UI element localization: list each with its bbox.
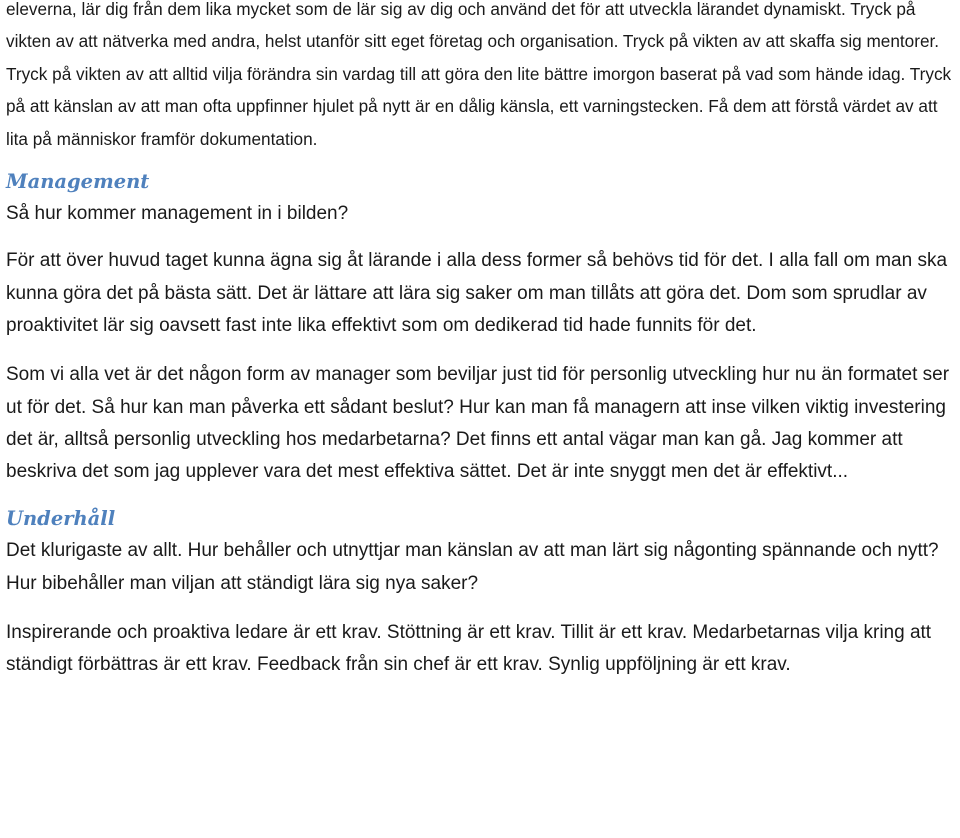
spacer — [6, 488, 960, 503]
intro-paragraph: eleverna, lär dig från dem lika mycket som de lär sig av dig och använd det för att utveckla lärandet dynamiskt. Tryck på vikten av att nätverka med andra, helst utanför sitt eget företag och organisation. Tryck på vikten av att skaffa sig mentorer. Tryck på vikten av att alltid vilja förändra sin vardag till att göra den lite bättre imorgon baserat på vad som hände idag. Tryck på att känslan av att man ofta uppfinner hjulet på nytt är en dålig känsla, ett varningstecken. Få dem att förstå värdet av att lita på människor framför dokumentation. — [6, 0, 952, 149]
spacer — [6, 230, 960, 245]
spacer — [6, 600, 960, 617]
spacer — [6, 155, 960, 166]
underhall-paragraph-1: Det klurigaste av allt. Hur behåller och utnyttjar man känslan av att man lärt sig någonting spännande och nytt? Hur bibehåller man viljan att ständigt lära sig nya saker? — [6, 540, 939, 594]
underhall-paragraph-2: Inspirerande och proaktiva ledare är ett krav. Stöttning är ett krav. Tillit är ett krav. Medarbetarnas vilja kring att ständigt förbättras är ett krav. Feedback från sin chef är ett krav. Synlig uppföljning är ett krav. — [6, 622, 932, 676]
management-paragraph-2: Som vi alla vet är det någon form av manager som beviljar just tid för personlig utveckling hur nu än formatet ser ut för det. Så hur kan man påverka ett sådant beslut? Hur kan man få managern att inse vilken viktig investering det är, alltså personlig utveckling hos medarbetarna? Det finns ett antal vägar man kan gå. Jag kommer att beskriva det som jag upplever vara det mest effektiva sättet. Det är inte snyggt men det är effektivt... — [6, 364, 950, 483]
management-heading: Management — [6, 170, 150, 194]
underhall-heading: Underhåll — [6, 507, 116, 531]
spacer — [6, 342, 960, 359]
document-page — [6, 0, 960, 682]
management-question: Så hur kommer management in i bilden? — [6, 203, 349, 225]
management-paragraph-1: För att över huvud taget kunna ägna sig åt lärande i alla dess former så behövs tid för det. I alla fall om man ska kunna göra det på bästa sätt. Det är lättare att lära sig saker om man tillåts att göra det. Dom som sprudlar av proaktivitet lär sig oavsett fast inte lika effektivt som om dedikerad tid hade funnits för det. — [6, 250, 948, 336]
